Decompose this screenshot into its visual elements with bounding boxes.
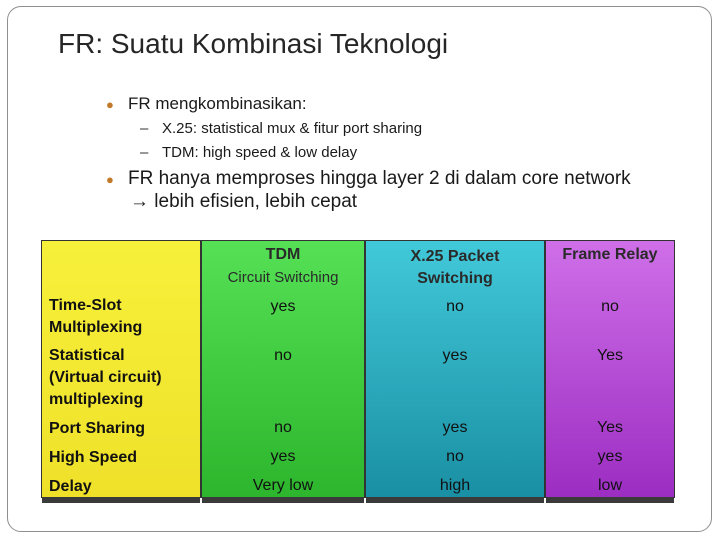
sub-bullet-1-text: X.25: statistical mux & fitur port sharing	[162, 120, 423, 137]
cell-frame-relay: low	[597, 477, 622, 494]
cell-x25: high	[439, 477, 471, 494]
row-label-statistical	[49, 345, 162, 411]
cell-frame-relay: yes	[597, 448, 623, 465]
bullet-1	[106, 94, 307, 114]
header-tdm-line2: Circuit Switching	[227, 269, 339, 286]
header-tdm-line1: TDM	[265, 246, 301, 263]
cell-frame-relay: Yes	[596, 347, 624, 364]
bullet-2-line1: FR hanya memproses hingga layer 2 di dalam core network	[128, 168, 631, 189]
row-label-line: (Virtual circuit)	[49, 369, 162, 386]
cell-tdm: yes	[270, 448, 296, 465]
slide-title: FR: Suatu Kombinasi Teknologi	[58, 28, 449, 59]
bullet-dot-icon: ●	[106, 97, 114, 112]
row-label-line: Multiplexing	[49, 319, 143, 336]
cell-x25: yes	[442, 419, 468, 436]
cell-x25: no	[446, 448, 464, 465]
header-x25-line1: X.25 Packet	[410, 248, 500, 265]
sub-bullet-1	[140, 120, 422, 137]
dash-icon: –	[140, 144, 149, 161]
row-label-delay: Delay	[49, 478, 92, 495]
header-frame-relay: Frame Relay	[562, 246, 658, 263]
header-tdm	[201, 246, 365, 286]
cell-tdm: no	[274, 419, 292, 436]
cell-frame-relay: Yes	[596, 419, 624, 436]
row-label-line: Time-Slot	[49, 297, 122, 314]
cell-x25: no	[446, 298, 464, 315]
row-label-line: multiplexing	[49, 391, 144, 408]
bullet-2	[106, 168, 631, 213]
bullet-2-line2-text: lebih efisien, lebih cepat	[154, 191, 358, 212]
sub-bullet-2	[140, 144, 357, 161]
sub-bullet-2-text: TDM: high speed & low delay	[162, 144, 358, 161]
cell-tdm: Very low	[252, 477, 314, 494]
bullet-1-text: FR mengkombinasikan:	[128, 94, 307, 113]
cell-frame-relay: no	[601, 298, 619, 315]
row-label-line: Statistical	[49, 347, 125, 364]
cell-tdm: yes	[270, 298, 296, 315]
header-x25-line2: Switching	[417, 270, 493, 287]
arrow-right-icon: →	[130, 191, 149, 212]
bullet-dot-icon: ●	[106, 172, 114, 187]
dash-icon: –	[140, 120, 149, 137]
row-label-port-sharing: Port Sharing	[49, 420, 146, 437]
row-label-time-slot	[49, 295, 142, 339]
header-x25	[365, 246, 545, 290]
cell-tdm: no	[274, 347, 292, 364]
comparison-table	[41, 240, 675, 500]
cell-x25: yes	[442, 347, 468, 364]
row-label-high-speed: High Speed	[49, 449, 138, 466]
bullet-2-line2	[106, 191, 631, 213]
